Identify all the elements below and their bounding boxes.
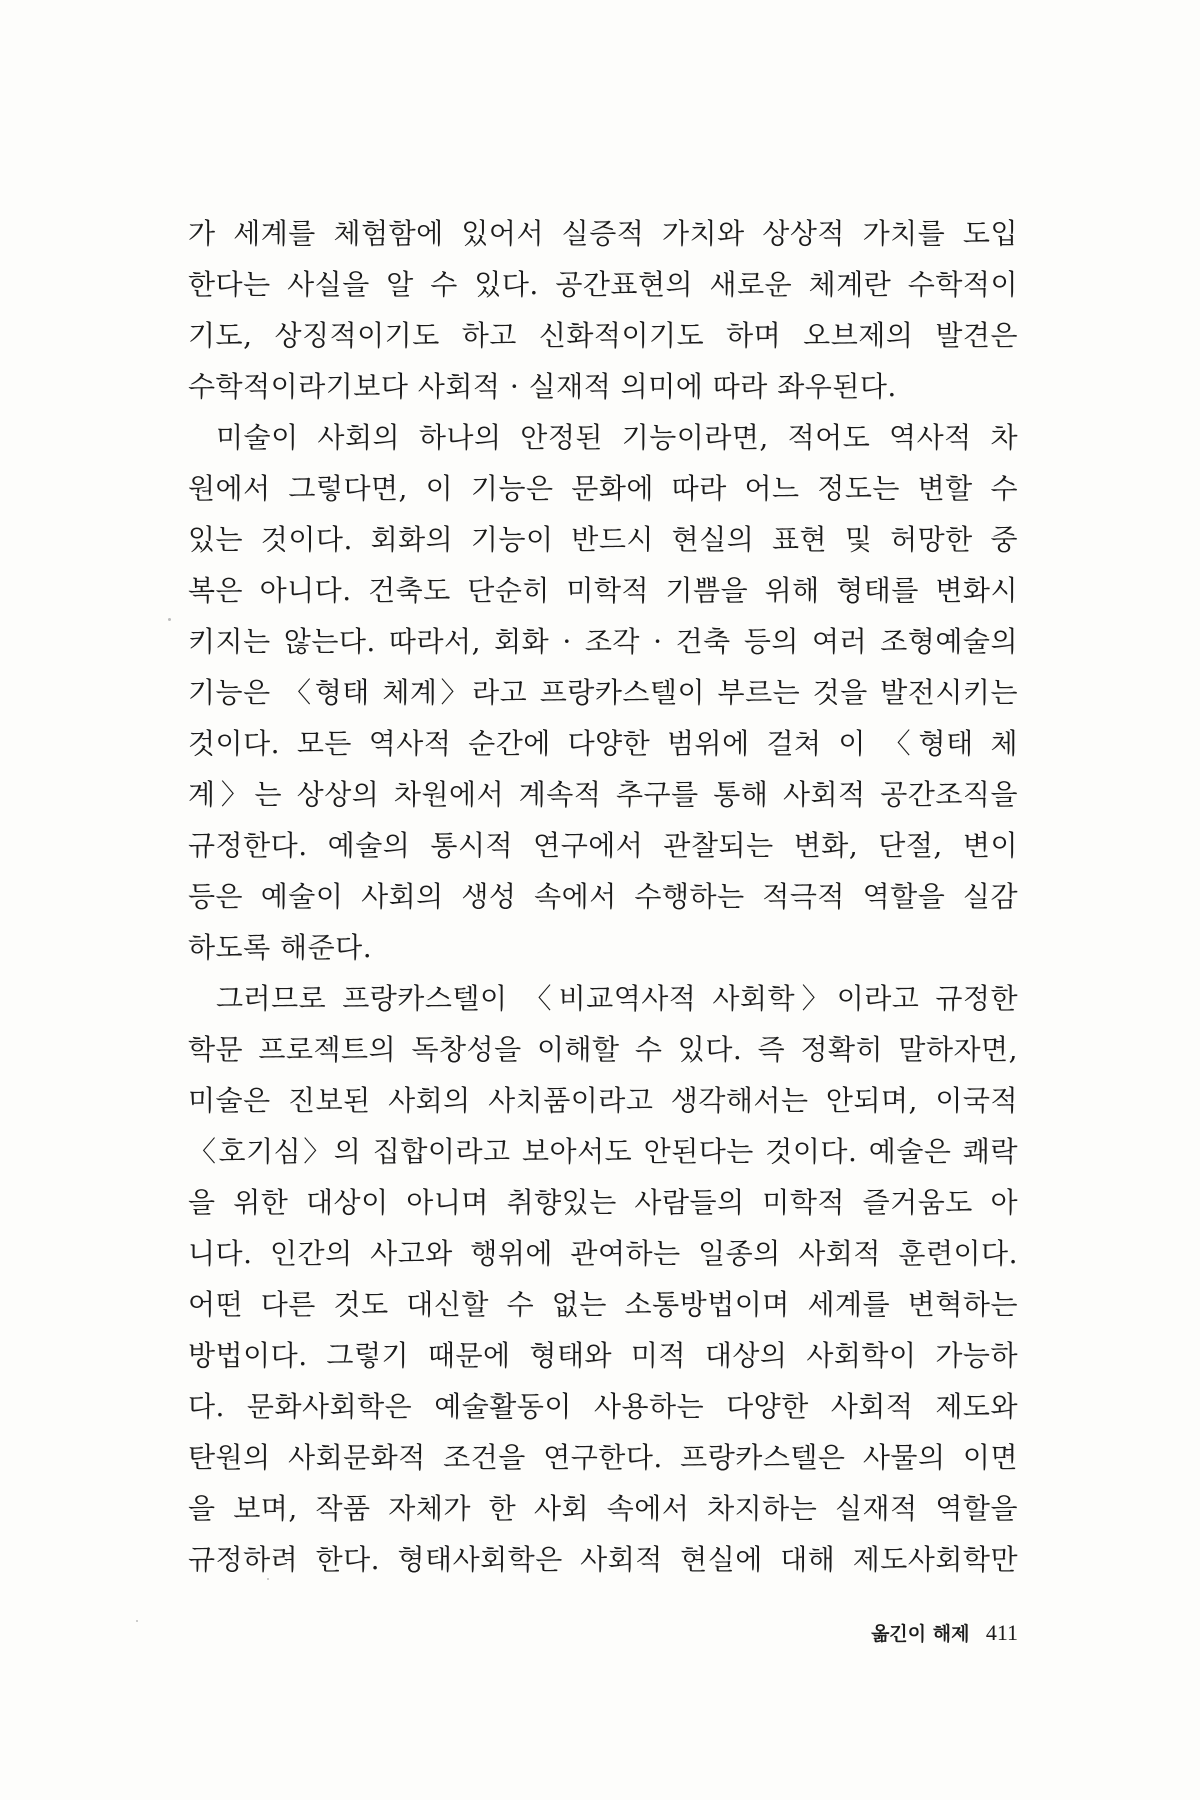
paragraph-3 <box>188 973 1018 1585</box>
text-line: 것이다. 모든 역사적 순간에 다양한 범위에 걸쳐 이 〈형태 체 <box>188 727 1018 760</box>
text-line: 있는 것이다. 회화의 기능이 반드시 현실의 표현 및 허망한 중 <box>188 523 1018 556</box>
text-line: 탄원의 사회문화적 조건을 연구한다. 프랑카스텔은 사물의 이면 <box>188 1441 1018 1474</box>
page-number: 411 <box>985 1620 1018 1645</box>
text-line: 기능은 〈형태 체계〉라고 프랑카스텔이 부르는 것을 발전시키는 <box>188 676 1018 709</box>
text-line: 니다. 인간의 사고와 행위에 관여하는 일종의 사회적 훈련이다. <box>188 1237 1018 1270</box>
text-line: 미술은 진보된 사회의 사치품이라고 생각해서는 안되며, 이국적 <box>188 1084 1018 1117</box>
text-line: 원에서 그렇다면, 이 기능은 문화에 따라 어느 정도는 변할 수 <box>188 472 1018 505</box>
text-line: 을 보며, 작품 자체가 한 사회 속에서 차지하는 실재적 역할을 <box>188 1492 1018 1525</box>
text-line: 규정한다. 예술의 통시적 연구에서 관찰되는 변화, 단절, 변이 <box>188 829 1018 862</box>
text-line: 미술이 사회의 하나의 안정된 기능이라면, 적어도 역사적 차 <box>216 421 1018 454</box>
text-line: 하도록 해준다. <box>188 931 373 964</box>
scan-speck <box>168 618 171 621</box>
text-line: 기도, 상징적이기도 하고 신화적이기도 하며 오브제의 발견은 <box>188 319 1018 352</box>
paragraph-2 <box>188 412 1018 973</box>
text-line: 방법이다. 그렇기 때문에 형태와 미적 대상의 사회학이 가능하 <box>188 1339 1018 1372</box>
scan-speck <box>267 1578 269 1580</box>
text-line: 을 위한 대상이 아니며 취향있는 사람들의 미학적 즐거움도 아 <box>188 1186 1018 1219</box>
text-line: 다. 문화사회학은 예술활동이 사용하는 다양한 사회적 제도와 <box>188 1390 1018 1423</box>
text-line: 규정하려 한다. 형태사회학은 사회적 현실에 대해 제도사회학만 <box>188 1543 1018 1576</box>
text-line: 학문 프로젝트의 독창성을 이해할 수 있다. 즉 정확히 말하자면, <box>188 1033 1018 1066</box>
text-line: 가 세계를 체험함에 있어서 실증적 가치와 상상적 가치를 도입 <box>188 217 1018 250</box>
text-line: 그러므로 프랑카스텔이 〈비교역사적 사회학〉이라고 규정한 <box>216 982 1018 1015</box>
text-line: 복은 아니다. 건축도 단순히 미학적 기쁨을 위해 형태를 변화시 <box>188 574 1018 607</box>
text-line: 어떤 다른 것도 대신할 수 없는 소통방법이며 세계를 변혁하는 <box>188 1288 1018 1321</box>
text-line: 키지는 않는다. 따라서, 회화 · 조각 · 건축 등의 여러 조형예술의 <box>188 625 1018 658</box>
text-line: 한다는 사실을 알 수 있다. 공간표현의 새로운 체계란 수학적이 <box>188 268 1018 301</box>
text-line: 등은 예술이 사회의 생성 속에서 수행하는 적극적 역할을 실감 <box>188 880 1018 913</box>
body-text <box>188 208 1018 1585</box>
text-line: 〈호기심〉의 집합이라고 보아서도 안된다는 것이다. 예술은 쾌락 <box>188 1135 1018 1168</box>
running-title: 옮긴이 해제 <box>871 1623 970 1645</box>
text-line: 계〉는 상상의 차원에서 계속적 추구를 통해 사회적 공간조직을 <box>188 778 1018 811</box>
paragraph-1 <box>188 208 1018 412</box>
scan-speck <box>136 1620 138 1622</box>
page-footer <box>800 1618 1018 1649</box>
text-line: 수학적이라기보다 사회적 · 실재적 의미에 따라 좌우된다. <box>188 370 897 403</box>
